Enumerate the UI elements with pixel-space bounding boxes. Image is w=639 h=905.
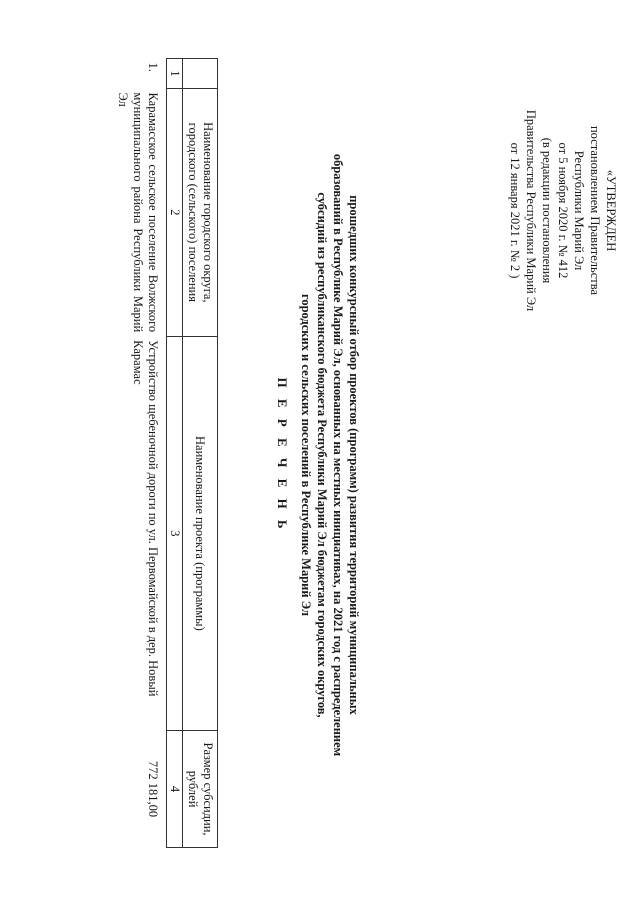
approval-line: Правительства Республики Марий Эл [524, 109, 538, 312]
subtitle-line: прошедших конкурсный отбор проектов (программ) развития территорий муниципальных [347, 195, 361, 715]
header-settlement: Наименование городского округа, городского (сельского) поселения [183, 88, 218, 336]
approval-line: (в редакции постановления [540, 137, 554, 284]
subsidy-table [113, 58, 218, 848]
row-subsidy: 772 181,00 [146, 760, 160, 818]
row-settlement: Карамасское сельское поселение Волжского муниципального района Республики Марий Эл [116, 92, 160, 333]
header-subsidy: Размер субсидии, рублей [183, 731, 218, 848]
column-number: 2 [167, 88, 183, 336]
row-number: 1. [146, 62, 160, 72]
column-number: 1 [167, 59, 183, 89]
table-header-row [183, 59, 218, 848]
row-project: Устройство щебеночной дороги по ул. Первомайской в дер. Новый Карамас [131, 340, 160, 697]
document-title: П Е Р Е Ч Е Н Ь [275, 377, 290, 533]
document-subtitle [298, 90, 362, 820]
column-number: 3 [167, 336, 183, 730]
column-number: 4 [167, 731, 183, 848]
approval-line: «УТВЕРЖДЕН [604, 169, 618, 252]
table-row [113, 59, 167, 848]
header-project: Наименование проекта (программы) [183, 336, 218, 730]
subtitle-line: субсидий из республиканского бюджета Республики Марий Эл бюджетам городских округов, [315, 192, 329, 718]
column-number-row [167, 59, 183, 848]
approval-line: от 5 ноября 2020 г. № 412 [556, 142, 570, 279]
approval-line: постановлением Правительства [588, 125, 602, 296]
approval-stamp [507, 88, 619, 333]
approval-line: Республики Марий Эл [572, 150, 586, 271]
header-number [183, 59, 218, 89]
subtitle-line: городских и сельских поселений в Республике Марий Эл [299, 293, 313, 617]
approval-line: от 12 января 2021 г. № 2 ) [508, 142, 522, 279]
subtitle-line: образований в Республике Марий Эл, основанных на местных инициативах, на 2021 год с распределением [331, 153, 345, 757]
